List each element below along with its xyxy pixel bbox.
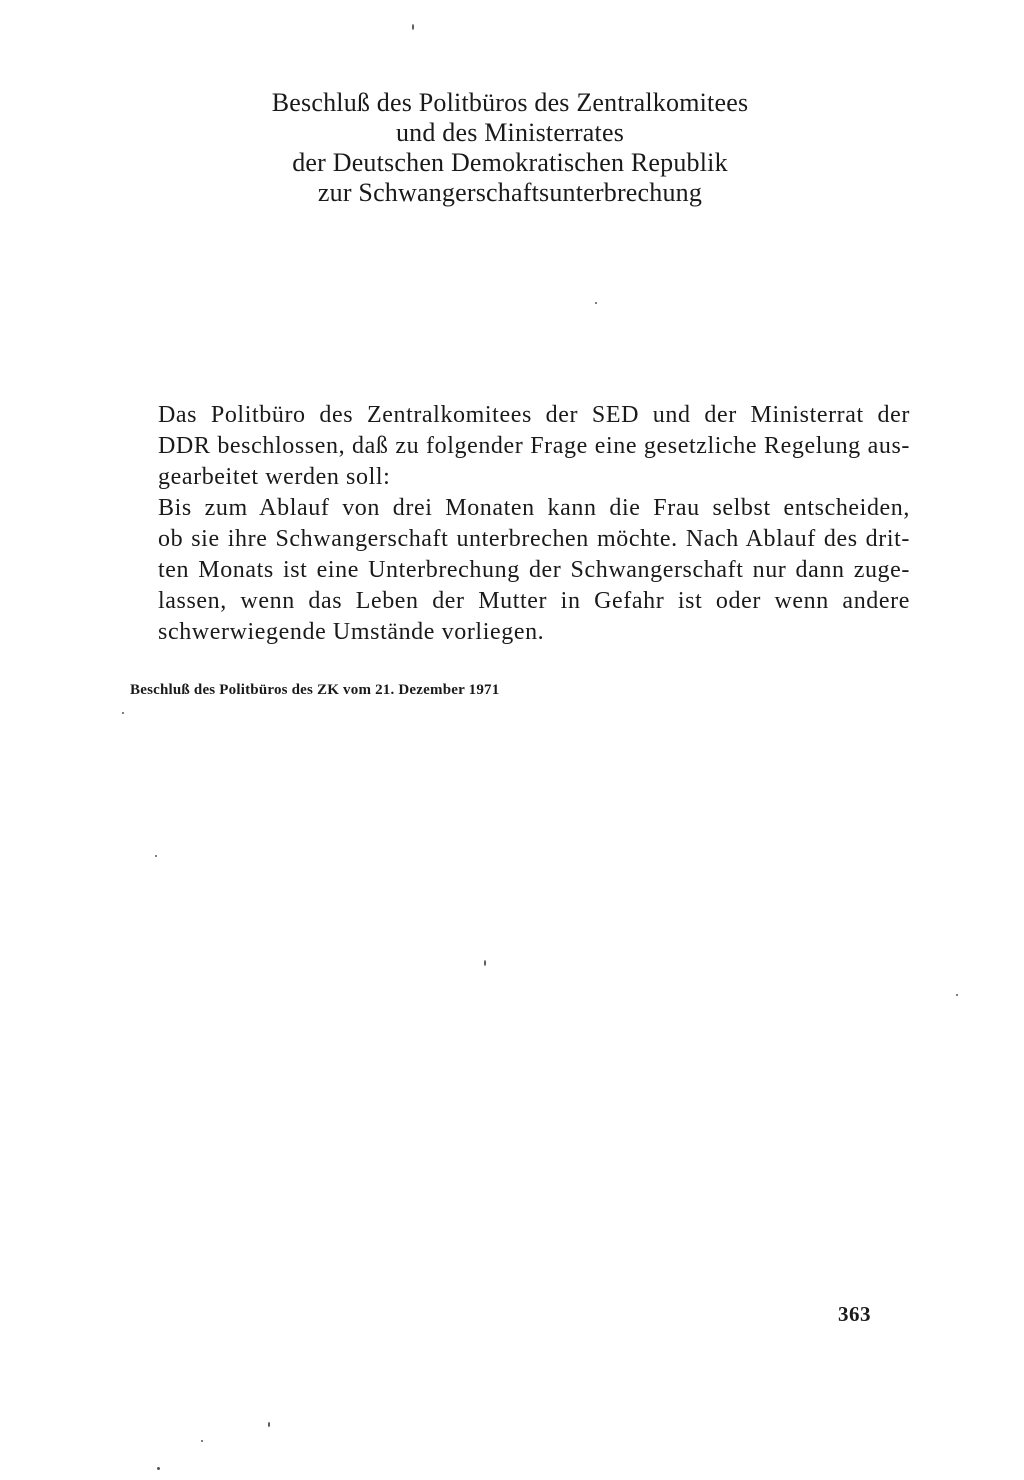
resolution-text (158, 400, 910, 648)
heading-line: und des Ministerrates (395, 118, 625, 147)
heading-line: der Deutschen Demokratischen Republik (292, 148, 728, 177)
scan-speck (201, 1440, 203, 1442)
body-line: schwerwiegende Umstände vorliegen. (158, 619, 545, 645)
heading-line: Beschluß des Politbüros des Zentralkomitees (271, 88, 749, 117)
scan-speck (122, 712, 124, 714)
scan-speck (956, 994, 958, 996)
source-note: Beschluß des Politbüros des ZK vom 21. Dezember 1971 (130, 682, 500, 698)
heading-line: zur Schwangerschaftsunterbrechung (317, 178, 703, 207)
body-line: lassen, wenn das Leben der Mutter in Gefahr ist oder wenn andere (158, 588, 910, 614)
scan-speck (484, 960, 486, 966)
body-line: Das Politbüro des Zentralkomitees der SED und der Ministerrat der (158, 402, 910, 428)
scan-speck (268, 1422, 270, 1427)
scan-speck (157, 1467, 160, 1470)
document-heading (150, 88, 870, 208)
body-line: ten Monats ist eine Unterbrechung der Schwangerschaft nur dann zuge- (158, 557, 910, 583)
body-line: DDR beschlossen, daß zu folgender Frage eine gesetzliche Regelung aus- (158, 433, 910, 459)
scan-speck (412, 24, 414, 30)
scan-speck (155, 855, 157, 857)
body-line: ob sie ihre Schwangerschaft unterbrechen möchte. Nach Ablauf des drit- (158, 526, 910, 552)
body-line: gearbeitet werden soll: (158, 464, 391, 490)
scan-speck (595, 302, 597, 304)
page-number: 363 (838, 1302, 871, 1326)
body-line: Bis zum Ablauf von drei Monaten kann die Frau selbst entscheiden, (158, 495, 910, 521)
